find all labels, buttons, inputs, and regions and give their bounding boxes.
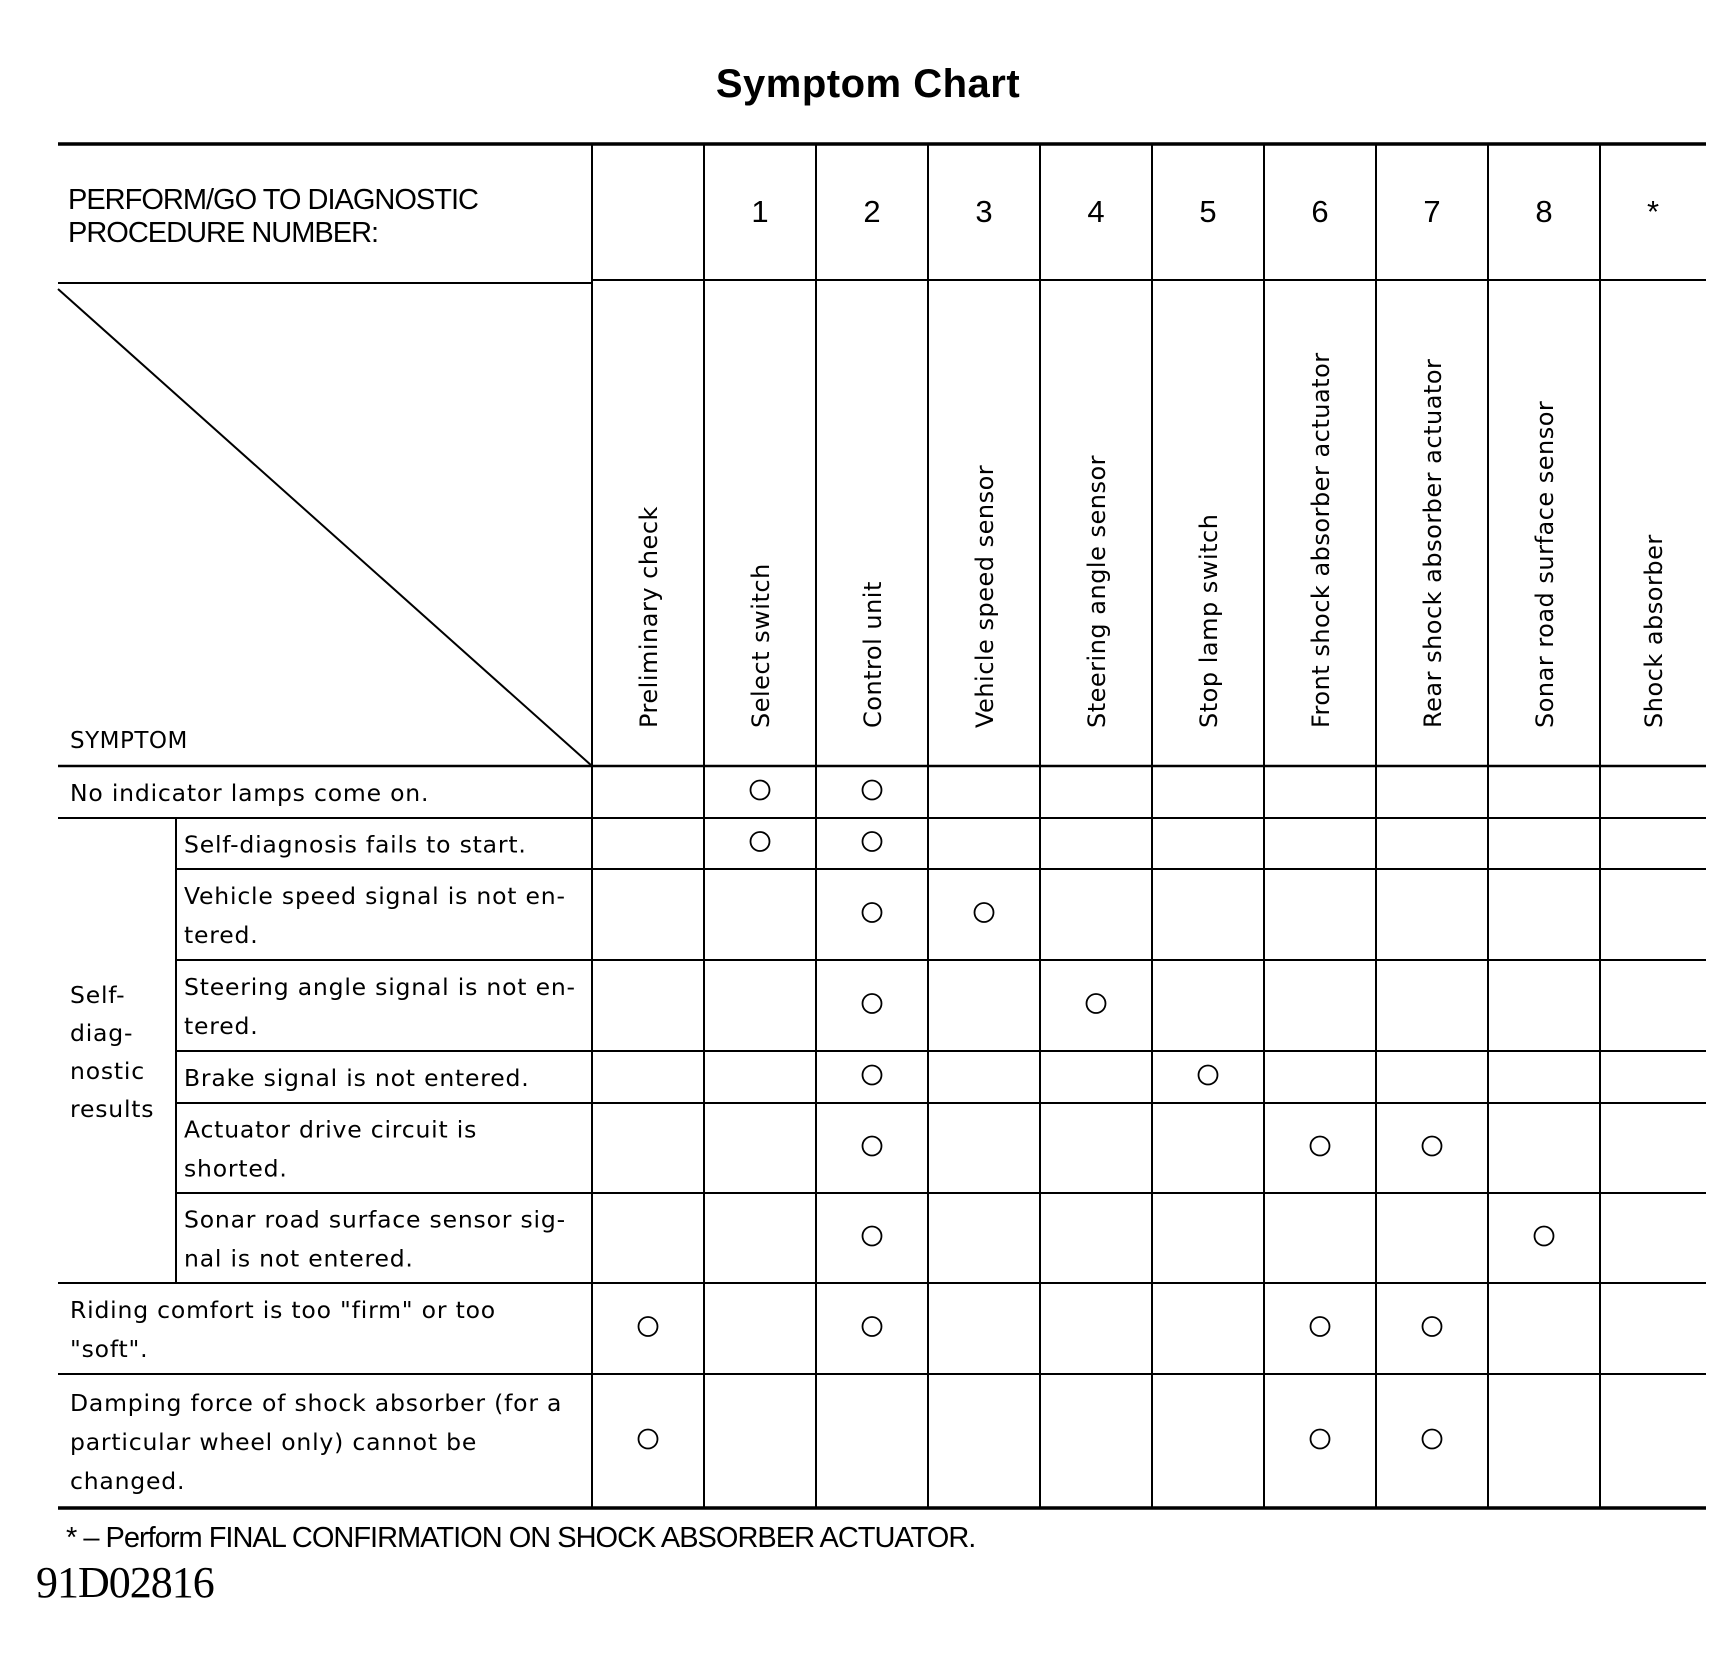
symptom-text: No indicator lamps come on. <box>70 779 430 807</box>
symptom-text: Vehicle speed signal is not en- <box>184 882 566 910</box>
column-name: Control unit <box>859 581 887 728</box>
column-number: 7 <box>1423 194 1441 229</box>
column-name: Select switch <box>747 563 775 728</box>
group-label-line: nostic <box>70 1057 145 1085</box>
symptom-text: Damping force of shock absorber (for a <box>70 1389 563 1417</box>
symptom-label: SYMPTOM <box>70 728 188 754</box>
procedure-label-line1: PERFORM/GO TO DIAGNOSTIC <box>68 184 478 216</box>
check-circle-icon <box>863 1066 882 1085</box>
column-name: Sonar road surface sensor <box>1531 400 1559 728</box>
symptom-text: shorted. <box>184 1154 288 1183</box>
check-circle-icon <box>1199 1066 1218 1085</box>
header-diagonal <box>58 289 592 766</box>
column-name: Stop lamp switch <box>1195 513 1223 728</box>
check-circle-icon <box>975 903 994 922</box>
check-circle-icon <box>751 832 770 851</box>
document-code: 91D02816 <box>36 1558 214 1607</box>
check-circle-icon <box>1087 994 1106 1013</box>
group-label-line: diag- <box>70 1019 134 1047</box>
check-circle-icon <box>1423 1317 1442 1336</box>
column-name: Rear shock absorber actuator <box>1419 358 1447 728</box>
symptom-text: tered. <box>184 1012 259 1040</box>
column-name: Steering angle sensor <box>1083 454 1111 728</box>
check-circle-icon <box>1423 1137 1442 1156</box>
check-circle-icon <box>751 781 770 800</box>
page-title: Symptom Chart <box>715 62 1021 106</box>
group-label <box>70 981 154 1123</box>
check-circle-icon <box>863 903 882 922</box>
column-name: Vehicle speed sensor <box>971 464 999 728</box>
procedure-label-line2: PROCEDURE NUMBER: <box>68 217 379 249</box>
check-circle-icon <box>863 1317 882 1336</box>
column-number: 2 <box>863 194 881 229</box>
table-header <box>68 184 478 754</box>
check-circle-icon <box>863 1137 882 1156</box>
check-circle-icon <box>639 1317 658 1336</box>
check-circle-icon <box>863 781 882 800</box>
group-label-line: results <box>70 1095 155 1123</box>
symptom-text: Self-diagnosis fails to start. <box>184 830 527 859</box>
column-number: 6 <box>1311 194 1329 229</box>
symptom-text: Steering angle signal is not en- <box>184 973 576 1001</box>
column-number: 5 <box>1199 194 1217 229</box>
check-circle-icon <box>1311 1137 1330 1156</box>
column-name: Shock absorber <box>1640 534 1668 728</box>
column-name: Preliminary check <box>635 506 663 728</box>
check-circle-icon <box>639 1430 658 1449</box>
row-symptoms <box>70 779 576 1495</box>
check-circle-icon <box>1311 1317 1330 1336</box>
check-circle-icon <box>1311 1430 1330 1449</box>
symptom-text: Actuator drive circuit is <box>184 1115 478 1144</box>
symptom-text: tered. <box>184 921 259 949</box>
symptom-text: changed. <box>70 1467 186 1495</box>
column-number: * <box>1646 194 1660 229</box>
symptom-text: Riding comfort is too "firm" or too <box>70 1296 496 1324</box>
check-marks <box>639 781 1554 1449</box>
check-circle-icon <box>1423 1430 1442 1449</box>
column-name: Front shock absorber actuator <box>1307 352 1335 728</box>
symptom-text: particular wheel only) cannot be <box>70 1428 478 1456</box>
symptom-text: Brake signal is not entered. <box>184 1064 530 1092</box>
column-number: 4 <box>1087 194 1105 229</box>
group-label-line: Self- <box>70 981 126 1009</box>
check-circle-icon <box>863 832 882 851</box>
symptom-text: Sonar road surface sensor sig- <box>184 1205 566 1234</box>
check-circle-icon <box>1535 1227 1554 1246</box>
check-circle-icon <box>863 1227 882 1246</box>
column-number: 3 <box>975 194 993 229</box>
column-number: 8 <box>1535 194 1553 229</box>
column-number: 1 <box>751 194 769 229</box>
check-circle-icon <box>863 994 882 1013</box>
footnote: * – Perform FINAL CONFIRMATION ON SHOCK ABSORBER ACTUATOR. <box>66 1522 976 1554</box>
symptom-text: nal is not entered. <box>184 1244 414 1273</box>
symptom-text: "soft". <box>70 1335 149 1363</box>
column-numbers <box>751 194 1659 229</box>
